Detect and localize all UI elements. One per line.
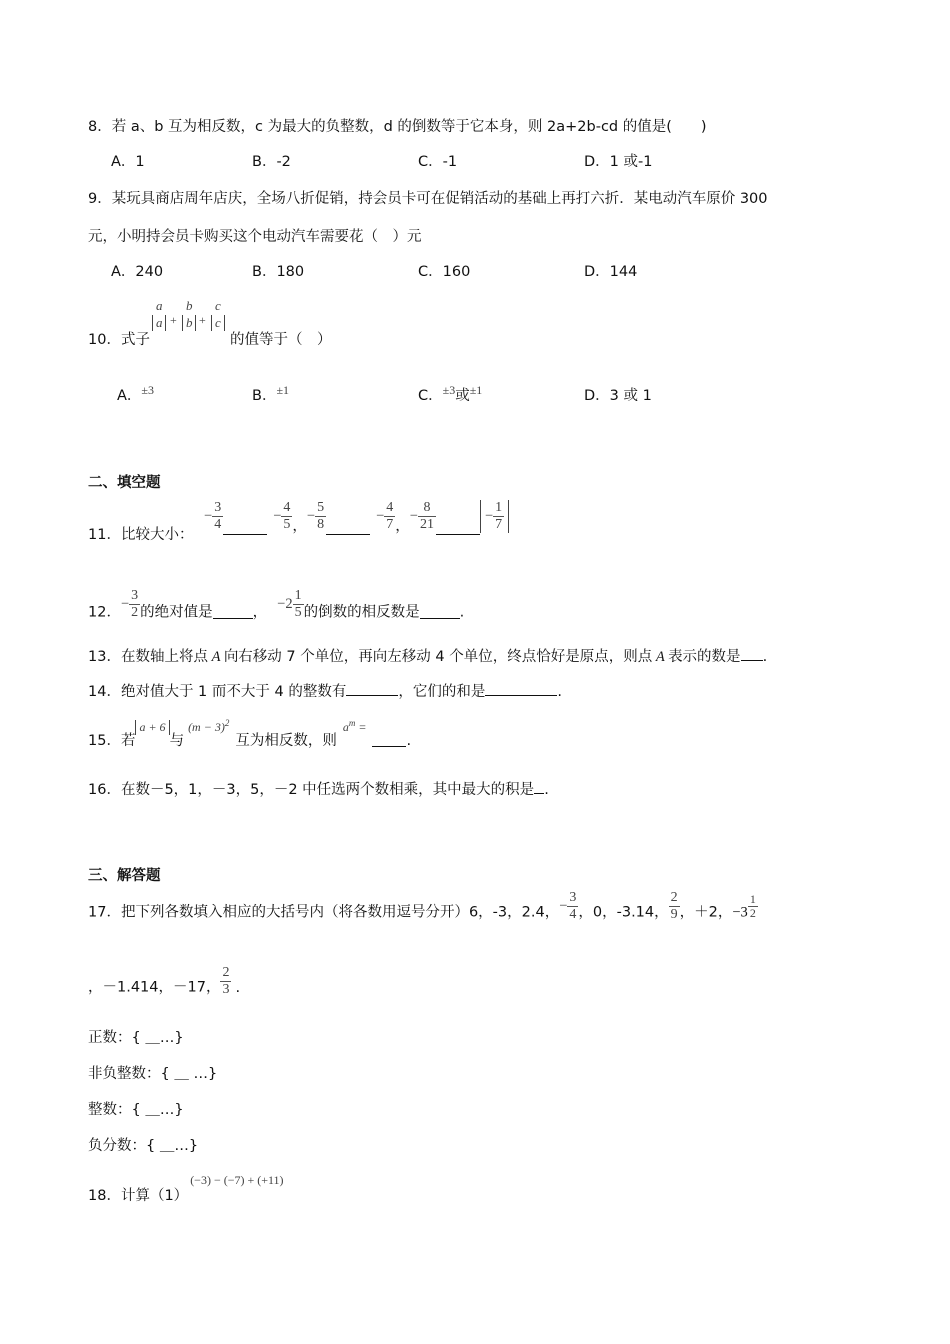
q8-stem: 8．若 a、b 互为相反数，c 为最大的负整数，d 的倒数等于它本身，则 2a+2b-cd 的值是( ): [88, 119, 707, 135]
q17-stem: 17．把下列各数填入相应的大括号内（将各数用逗号分开）6，-3，2.4，− $\frac{3}{4}$ ，0，-3.14， $\frac{2}{9}$ ，＋2，−3 $\frac{1}{2}$: [88, 890, 756, 922]
q11-frac-2r: $\frac{4}{7}$: [386, 500, 394, 532]
q11-frac-3l: $\frac{8}{21}$: [419, 500, 434, 532]
q9-option-c[interactable]: C．160: [418, 264, 471, 280]
q10-suffix: 的值等于（ ）: [229, 332, 332, 348]
q10-frac-a: a a: [150, 298, 169, 331]
q13-stem: 13．在数轴上将点 A 向右移动 7 个单位，再向左移动 4 个单位，终点恰好是原点，则点 A 表示的数是 .: [88, 646, 767, 667]
q10-option-c[interactable]: C．$^{\pm 3}$或$^{\pm 1}$: [418, 383, 483, 404]
q17-frac-2: $\frac{2}{9}$: [670, 890, 678, 922]
q17-mixed-frac: $\frac{1}{2}$: [749, 892, 756, 920]
q17-frac-3: $\frac{2}{3}$: [222, 965, 230, 997]
q11-blank-1[interactable]: [223, 520, 267, 535]
q15-stem: 15．若a + 6与$(m - 3)^2$互为相反数，则$a^m$ =.: [88, 718, 412, 749]
q12-blank-1[interactable]: [213, 604, 253, 619]
q8-option-c[interactable]: C．-1: [418, 154, 458, 170]
q8-option-a[interactable]: A．1: [111, 154, 145, 170]
q12-mixed-frac: $\frac{1}{5}$: [294, 588, 302, 620]
q14-blank-1[interactable]: [346, 681, 398, 696]
category-nonnegative-integer[interactable]: 非负整数：{ ＿ …}: [88, 1066, 218, 1082]
q10-frac-c: c c: [209, 298, 227, 331]
q11-abs-value: − $\frac{1}{7}$: [480, 500, 509, 533]
q18-expression: (−3) − (−7) + (+11): [190, 1173, 284, 1187]
q14-stem: 14．绝对值大于 1 而不大于 4 的整数有 ，它们的和是 .: [88, 681, 562, 702]
q10-prefix: 10．式子: [88, 332, 150, 348]
q11-label: 11．比较大小：: [88, 527, 194, 543]
q13-blank[interactable]: [741, 646, 763, 661]
q15-square-expr: $(m - 3)^2$: [188, 718, 230, 734]
category-integer[interactable]: 整数：{ ＿…}: [88, 1102, 184, 1118]
q8-option-d[interactable]: D．1 或-1: [584, 154, 653, 170]
q10-frac-b: b b: [180, 298, 199, 331]
q14-blank-2[interactable]: [485, 681, 557, 696]
q16-blank[interactable]: [534, 779, 544, 794]
q8-option-b[interactable]: B．-2: [252, 154, 291, 170]
q11-blank-2[interactable]: [326, 520, 370, 535]
q9-option-a[interactable]: A．240: [111, 264, 164, 280]
q9-option-d[interactable]: D．144: [584, 264, 638, 280]
category-positive[interactable]: 正数：{ ＿…}: [88, 1030, 184, 1046]
q12-frac-1: $\frac{3}{2}$: [131, 588, 139, 620]
q10-expression: a a + b b + c c: [150, 324, 230, 344]
q12-blank-2[interactable]: [420, 604, 460, 619]
q10-option-b[interactable]: B．$^{\pm 1}$: [252, 383, 290, 404]
q15-abs-expr: a + 6: [135, 720, 169, 735]
q10-option-a[interactable]: A．$^{\pm 3}$: [117, 383, 155, 404]
q12-stem: 12．− $\frac{3}{2}$ 的绝对值是 ，−2 $\frac{1}{5}$ 的倒数的相反数是 .: [88, 588, 465, 621]
q9-stem-line1: 9．某玩具商店周年店庆，全场八折促销，持会员卡可在促销活动的基础上再打六折．某电动汽车原价 300: [88, 191, 768, 207]
q10-stem: [88, 298, 332, 350]
q10-option-d[interactable]: D．3 或 1: [584, 388, 652, 404]
section-fill-in-title: 二、填空题: [88, 475, 161, 491]
q11-frac-1l: $\frac{3}{4}$: [214, 500, 222, 532]
q17-frac-1: $\frac{3}{4}$: [569, 890, 577, 922]
section-solve-title: 三、解答题: [88, 868, 161, 884]
category-negative-fraction[interactable]: 负分数：{ ＿…}: [88, 1138, 199, 1154]
q11-frac-1r: $\frac{4}{5}$: [283, 500, 291, 532]
q11-blank-3[interactable]: [436, 520, 480, 535]
q11-comparisons: − $\frac{3}{4}$ − $\frac{4}{5}$ ，− $\frac{5}{8}$ − $\frac{4}{7}$ ，− $\frac{8}{21}$ − $\frac{1}{7}$: [204, 500, 509, 536]
q11-frac-2l: $\frac{5}{8}$: [317, 500, 325, 532]
q15-blank[interactable]: [372, 732, 406, 747]
q16-stem: 16．在数－5，1，－3，5，－2 中任选两个数相乘，其中最大的积是 .: [88, 779, 549, 800]
q17-stem-line2: ，－1.414，－17， $\frac{2}{3}$ .: [88, 965, 241, 997]
q18-stem: 18．计算（1）(−3) − (−7) + (+11): [88, 1173, 284, 1204]
q9-option-b[interactable]: B．180: [252, 264, 305, 280]
q15-power: $a^m$ =: [342, 718, 367, 734]
q9-stem-line2: 元，小明持会员卡购买这个电动汽车需要花（ ）元: [88, 229, 422, 245]
